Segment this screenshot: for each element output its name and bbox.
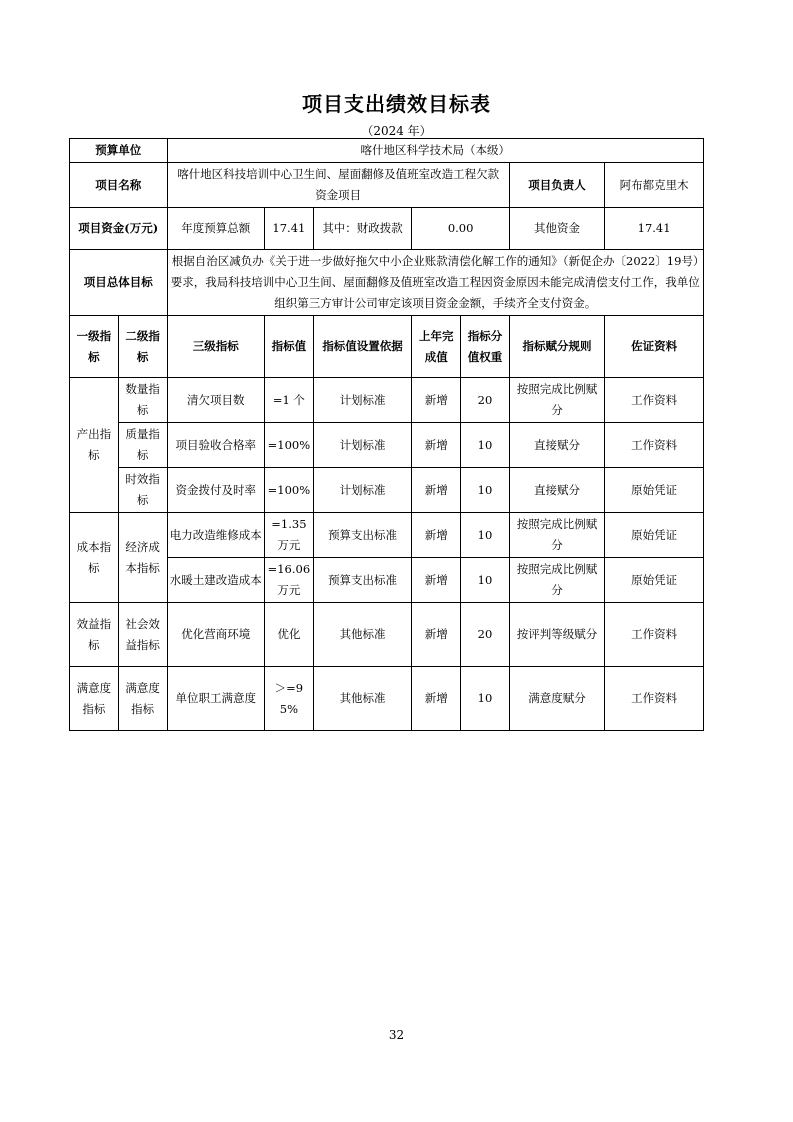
index-value-cell: =1.35万元	[265, 513, 314, 558]
level2-social-benefit: 社会效益指标	[118, 603, 167, 667]
index-value-cell: 优化	[265, 603, 314, 667]
level2-satisfaction: 满意度指标	[118, 667, 167, 731]
annual-budget-label: 年度预算总额	[167, 208, 265, 250]
last-year-cell: 新增	[412, 423, 461, 468]
project-leader-value: 阿布都克里木	[605, 163, 704, 208]
level3-cell: 水暖土建改造成本	[167, 558, 265, 603]
level2-cell: 数量指标	[118, 378, 167, 423]
basis-cell: 计划标准	[313, 378, 412, 423]
project-funds-label: 项目资金(万元)	[70, 208, 168, 250]
index-value-cell: =1 个	[265, 378, 314, 423]
evidence-cell: 工作资料	[605, 378, 704, 423]
project-name-value: 喀什地区科技培训中心卫生间、屋面翻修及值班室改造工程欠款资金项目	[167, 163, 509, 208]
level3-cell: 清欠项目数	[167, 378, 265, 423]
weight-cell: 10	[461, 558, 510, 603]
index-value-cell: =16.06 万元	[265, 558, 314, 603]
index-value-cell: ＞=95%	[265, 667, 314, 731]
evidence-cell: 原始凭证	[605, 513, 704, 558]
scoring-cell: 按照完成比例赋分	[509, 378, 604, 423]
basis-cell: 其他标准	[313, 603, 412, 667]
header-evidence: 佐证资料	[605, 316, 704, 378]
year-label: （2024 年）	[361, 124, 432, 138]
weight-cell: 20	[461, 603, 510, 667]
weight-cell: 10	[461, 513, 510, 558]
level3-cell: 优化营商环境	[167, 603, 265, 667]
overall-goal-value: 根据自治区减负办《关于进一步做好拖欠中小企业账款清偿化解工作的通知》（新促企办〔2022〕19号）要求，我局科技培训中心卫生间、屋面翻修及值班室改造工程因资金原因未能完成清偿支付工作，我单位组织第三方审计公司审定该项目资金金额，手续齐全支付资金。	[167, 250, 704, 316]
level2-cell: 时效指标	[118, 468, 167, 513]
overall-goal-label: 项目总体目标	[70, 250, 168, 316]
evidence-cell: 原始凭证	[605, 558, 704, 603]
header-index-value: 指标值	[265, 316, 314, 378]
page-title: 项目支出绩效目标表	[302, 92, 491, 116]
level3-cell: 单位职工满意度	[167, 667, 265, 731]
evidence-cell: 工作资料	[605, 667, 704, 731]
scoring-cell: 按照完成比例赋分	[509, 558, 604, 603]
evidence-cell: 原始凭证	[605, 468, 704, 513]
basis-cell: 预算支出标准	[313, 513, 412, 558]
header-level3: 三级指标	[167, 316, 265, 378]
fiscal-appropriation-label: 其中：财政拨款	[313, 208, 412, 250]
page-number: 32	[388, 1028, 405, 1042]
level3-cell: 资金拨付及时率	[167, 468, 265, 513]
level1-cost: 成本指标	[70, 513, 119, 603]
other-funds-value: 17.41	[605, 208, 704, 250]
basis-cell: 计划标准	[313, 423, 412, 468]
header-weight: 指标分值权重	[461, 316, 510, 378]
level2-economic-cost: 经济成本指标	[118, 513, 167, 603]
weight-cell: 10	[461, 667, 510, 731]
last-year-cell: 新增	[412, 558, 461, 603]
header-basis: 指标值设置依据	[313, 316, 412, 378]
index-value-cell: =100%	[265, 423, 314, 468]
project-leader-label: 项目负责人	[509, 163, 604, 208]
basis-cell: 计划标准	[313, 468, 412, 513]
scoring-cell: 按照完成比例赋分	[509, 513, 604, 558]
fiscal-appropriation-value: 0.00	[412, 208, 510, 250]
level1-satisfaction: 满意度指标	[70, 667, 119, 731]
scoring-cell: 满意度赋分	[509, 667, 604, 731]
header-scoring: 指标赋分规则	[509, 316, 604, 378]
level3-cell: 项目验收合格率	[167, 423, 265, 468]
level2-cell: 质量指标	[118, 423, 167, 468]
budget-unit-label: 预算单位	[70, 139, 168, 163]
basis-cell: 预算支出标准	[313, 558, 412, 603]
table-row	[70, 423, 704, 468]
level3-cell: 电力改造维修成本	[167, 513, 265, 558]
last-year-cell: 新增	[412, 603, 461, 667]
level1-benefit: 效益指标	[70, 603, 119, 667]
header-level1: 一级指标	[70, 316, 119, 378]
last-year-cell: 新增	[412, 513, 461, 558]
weight-cell: 10	[461, 423, 510, 468]
annual-budget-value: 17.41	[265, 208, 314, 250]
header-level2: 二级指标	[118, 316, 167, 378]
last-year-cell: 新增	[412, 667, 461, 731]
performance-table	[69, 138, 704, 731]
weight-cell: 10	[461, 468, 510, 513]
table-row	[70, 603, 704, 667]
last-year-cell: 新增	[412, 378, 461, 423]
table-row	[70, 667, 704, 731]
evidence-cell: 工作资料	[605, 603, 704, 667]
scoring-cell: 直接赋分	[509, 468, 604, 513]
index-value-cell: =100%	[265, 468, 314, 513]
table-row	[70, 468, 704, 513]
other-funds-label: 其他资金	[509, 208, 604, 250]
project-name-label: 项目名称	[70, 163, 168, 208]
basis-cell: 其他标准	[313, 667, 412, 731]
table-row	[70, 513, 704, 558]
weight-cell: 20	[461, 378, 510, 423]
scoring-cell: 按评判等级赋分	[509, 603, 604, 667]
level1-output: 产出指标	[70, 378, 119, 513]
last-year-cell: 新增	[412, 468, 461, 513]
header-last-year: 上年完成值	[412, 316, 461, 378]
evidence-cell: 工作资料	[605, 423, 704, 468]
table-row	[70, 378, 704, 423]
scoring-cell: 直接赋分	[509, 423, 604, 468]
budget-unit-value: 喀什地区科学技术局（本级）	[167, 139, 704, 163]
